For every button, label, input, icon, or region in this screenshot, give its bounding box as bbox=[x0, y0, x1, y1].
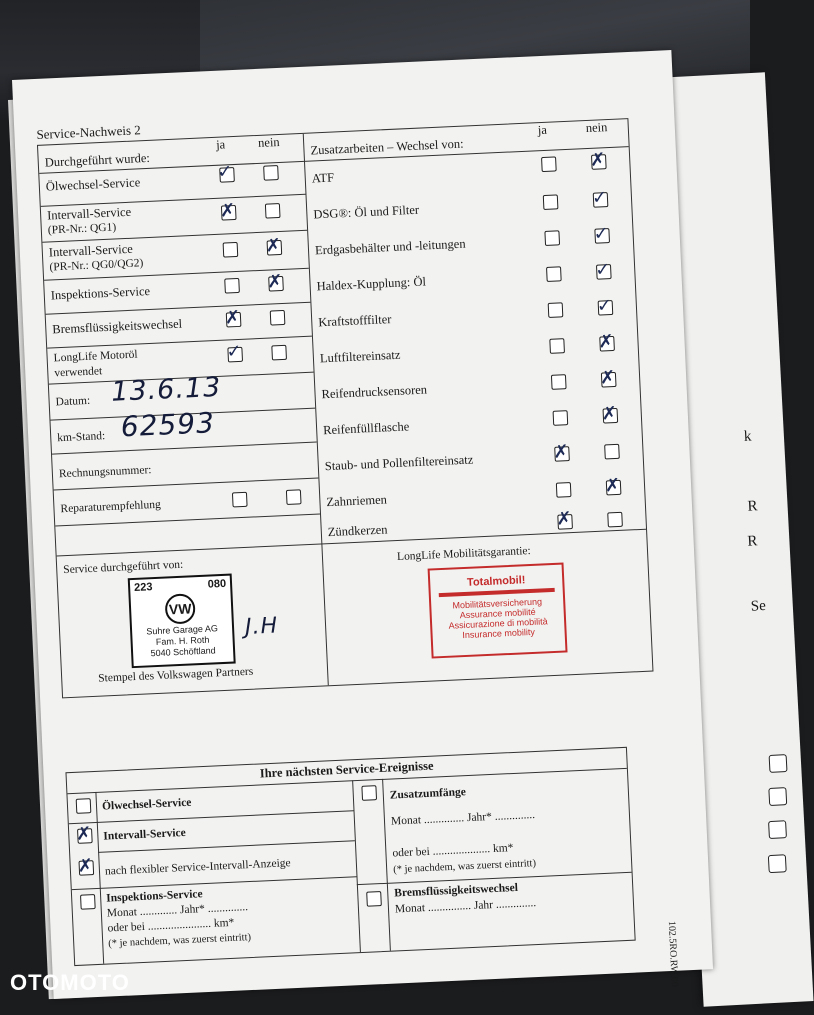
left-header-nein: nein bbox=[257, 134, 280, 150]
checkbox-ja[interactable] bbox=[544, 230, 560, 246]
zusatz-note: (* je nachdem, was zuerst eintritt) bbox=[392, 858, 537, 876]
zusatz-row: Zahnriemen bbox=[326, 492, 388, 510]
datum-label: Datum: bbox=[55, 394, 91, 409]
divider bbox=[95, 792, 104, 964]
cross-mark: ✗ bbox=[265, 234, 282, 257]
km-label: km-Stand: bbox=[57, 430, 106, 445]
row-label: Inspektions-Service bbox=[50, 283, 151, 303]
checkbox-nein[interactable] bbox=[270, 310, 286, 326]
checkbox-nein[interactable] bbox=[271, 345, 287, 361]
rechnung-label: Rechnungsnummer: bbox=[58, 464, 152, 481]
zusatz-row: Zündkerzen bbox=[327, 522, 388, 540]
check-mark: ✓ bbox=[216, 161, 233, 183]
left-header-label: Durchgeführt wurde: bbox=[44, 150, 151, 170]
stamp-line: Fam. H. Roth bbox=[155, 634, 210, 648]
inspektion-note: (* je nachdem, was zuerst eintritt) bbox=[108, 932, 252, 950]
service-stamp-label: Service durchgeführt von: bbox=[63, 558, 184, 577]
watermark-logo: OTOMOTO bbox=[10, 970, 130, 995]
signature: J.H bbox=[244, 613, 279, 640]
checkbox-ja[interactable] bbox=[546, 266, 562, 282]
right-page-checkbox bbox=[768, 787, 787, 806]
oel-label: Ölwechsel-Service bbox=[101, 796, 192, 813]
stamp-line: 5040 Schöftland bbox=[150, 645, 216, 659]
checkbox-ja[interactable] bbox=[232, 492, 248, 508]
zusatz-row: Reifendrucksensoren bbox=[321, 382, 428, 402]
checkbox-nein[interactable] bbox=[263, 165, 279, 181]
check-mark: ✓ bbox=[594, 259, 611, 281]
checkbox-ja[interactable] bbox=[224, 278, 240, 294]
zusatz-row: Staub- und Pollenfiltereinsatz bbox=[324, 452, 474, 474]
stamp-line: Mobilitätsversicherung bbox=[452, 596, 543, 611]
checkbox-nein[interactable] bbox=[265, 203, 281, 219]
check-mark: ✓ bbox=[596, 295, 613, 317]
stamp-code-left: 223 bbox=[133, 581, 153, 594]
checkbox-zusatz[interactable] bbox=[361, 785, 377, 801]
cross-mark: ✗ bbox=[598, 330, 615, 353]
right-page-checkbox bbox=[768, 854, 787, 873]
row-sublabel: (PR-Nr.: QG1) bbox=[47, 221, 117, 237]
cross-mark: ✗ bbox=[601, 402, 618, 425]
cross-mark: ✗ bbox=[604, 474, 621, 497]
row-label: Intervall-Service bbox=[46, 204, 132, 223]
checkbox-ja[interactable] bbox=[223, 242, 239, 258]
cross-mark: ✗ bbox=[599, 366, 616, 389]
checkbox-oel[interactable] bbox=[76, 798, 92, 814]
check-mark: ✓ bbox=[226, 340, 243, 363]
stamp-code-right: 080 bbox=[207, 577, 227, 591]
mobility-stamp-title: Totalmobil! bbox=[466, 574, 526, 589]
inspektion-oder: oder bei ...................... km* bbox=[107, 916, 235, 935]
stamp-footer: Stempel des Volkswagen Partners bbox=[97, 665, 254, 685]
row-label: Ölwechsel-Service bbox=[45, 175, 141, 194]
cross-mark: ✗ bbox=[224, 306, 241, 329]
right-header-label: Zusatzarbeiten – Wechsel von: bbox=[310, 136, 464, 158]
zusatz-monat: Monat .............. Jahr* .............. bbox=[390, 809, 536, 828]
vw-logo-icon: VW bbox=[165, 593, 196, 624]
checkbox-ja[interactable] bbox=[548, 302, 564, 318]
stamp-line: Assurance mobilité bbox=[459, 606, 536, 621]
zusatz-row: Kraftstofffilter bbox=[317, 312, 392, 330]
cross-mark: ✗ bbox=[266, 270, 283, 293]
stamp-line: Insurance mobility bbox=[462, 626, 536, 641]
zusatz-row: Erdgasbehälter und -leitungen bbox=[314, 236, 466, 258]
right-page-letter: Se bbox=[750, 597, 767, 615]
checkbox-ja[interactable] bbox=[543, 194, 559, 210]
checkbox-brems[interactable] bbox=[366, 891, 382, 907]
divider bbox=[382, 779, 391, 951]
cross-mark: ✗ bbox=[552, 441, 570, 463]
zusatz-label: Zusatzumfänge bbox=[389, 786, 467, 802]
brems-monat: Monat ............... Jahr .............. bbox=[394, 897, 537, 916]
check-mark: ✓ bbox=[593, 223, 610, 245]
cross-mark: ✗ bbox=[219, 200, 236, 222]
mobility-label: LongLife Mobilitätsgarantie: bbox=[396, 544, 531, 564]
zusatz-row: Haldex-Kupplung: Öl bbox=[316, 274, 427, 294]
page-title: Service-Nachweis 2 bbox=[36, 122, 142, 142]
right-page-checkbox bbox=[768, 820, 787, 839]
flex-label: nach flexibler Service-Intervall-Anzeige bbox=[104, 857, 291, 878]
row-label: LongLife Motoröl bbox=[53, 348, 138, 365]
checkbox-nein[interactable] bbox=[604, 444, 620, 460]
cross-mark: ✗ bbox=[589, 149, 606, 171]
row-label: Bremsflüssigkeitswechsel bbox=[52, 316, 183, 337]
right-page-letter: R bbox=[746, 533, 758, 550]
zusatz-row: DSG®: Öl und Filter bbox=[313, 202, 420, 222]
checkbox-nein[interactable] bbox=[286, 489, 302, 505]
right-header-ja: ja bbox=[537, 122, 548, 138]
cross-mark: ✗ bbox=[77, 855, 94, 877]
checkbox-ja[interactable] bbox=[553, 410, 569, 426]
right-page-letter: k bbox=[743, 428, 752, 445]
inspektion-label: Inspektions-Service bbox=[105, 888, 203, 905]
reparatur-label: Reparaturempfehlung bbox=[60, 498, 161, 516]
right-page-letter: R bbox=[747, 498, 758, 515]
document-code: 102.5RO.RW.00 bbox=[665, 920, 680, 988]
check-mark: ✓ bbox=[591, 187, 608, 209]
dealer-stamp bbox=[128, 574, 236, 669]
left-header-ja: ja bbox=[215, 137, 226, 152]
stamp-line: Suhre Garage AG bbox=[146, 623, 219, 637]
zusatz-row: Reifenfüllflasche bbox=[322, 419, 410, 438]
checkbox-nein[interactable] bbox=[607, 512, 623, 528]
service-table bbox=[37, 118, 654, 698]
next-events-table bbox=[65, 747, 635, 966]
cross-mark: ✗ bbox=[75, 823, 92, 845]
cross-mark: ✗ bbox=[556, 508, 573, 530]
mobility-stamp bbox=[428, 562, 568, 658]
zusatz-row: ATF bbox=[311, 170, 335, 186]
checkbox-ja[interactable] bbox=[549, 338, 565, 354]
divider bbox=[352, 780, 361, 952]
service-page bbox=[12, 50, 713, 999]
checkbox-ja[interactable] bbox=[556, 482, 572, 498]
right-page-checkbox bbox=[769, 754, 788, 773]
checkbox-ja[interactable] bbox=[541, 156, 557, 172]
brems-label: Bremsflüssigkeitswechsel bbox=[394, 881, 519, 900]
km-value: 62593 bbox=[120, 406, 216, 444]
row-sublabel: verwendet bbox=[54, 365, 103, 380]
row-label: Intervall-Service bbox=[48, 241, 134, 260]
intervall-label: Intervall-Service bbox=[103, 826, 186, 843]
inspektion-monat: Monat ............. Jahr* .............. bbox=[106, 901, 249, 920]
zusatz-oder: oder bei .................... km* bbox=[392, 842, 514, 860]
checkbox-ja[interactable] bbox=[551, 374, 567, 390]
zusatz-row: Luftfiltereinsatz bbox=[319, 347, 401, 366]
next-events-title: Ihre nächsten Service-Ereignisse bbox=[259, 758, 434, 781]
row-sublabel: (PR-Nr.: QG0/QG2) bbox=[49, 257, 144, 274]
datum-value: 13.6.13 bbox=[110, 371, 222, 408]
checkbox-inspektion[interactable] bbox=[80, 894, 96, 910]
right-header-nein: nein bbox=[585, 120, 608, 136]
stamp-line: Assicurazione di mobilità bbox=[448, 616, 548, 631]
